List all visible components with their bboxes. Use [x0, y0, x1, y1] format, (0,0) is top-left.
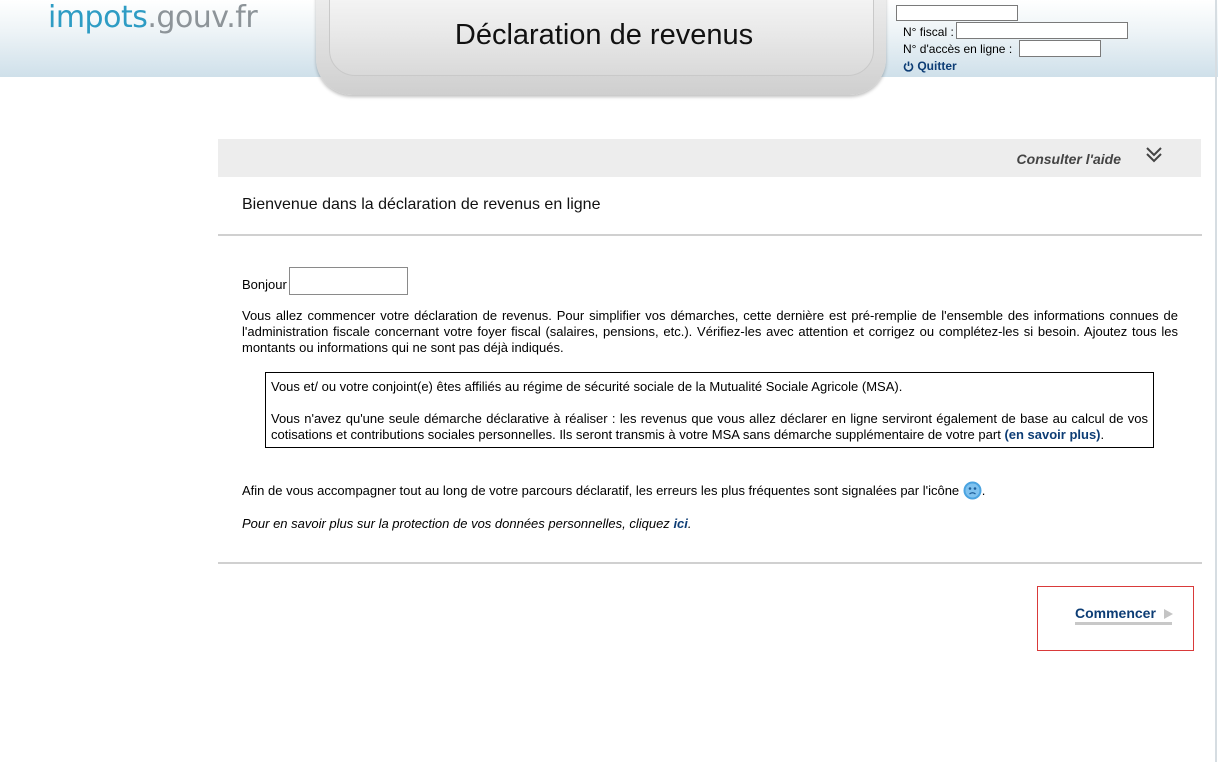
page-edge-divider [1215, 0, 1217, 762]
msa-notice-line1: Vous et/ ou votre conjoint(e) êtes affiliés au régime de sécurité sociale de la Mutualité Sociale Agricole (MSA). [271, 379, 903, 394]
help-link[interactable]: Consulter l'aide [1016, 151, 1121, 167]
privacy-period: . [687, 516, 692, 531]
msa-notice-box [265, 372, 1154, 448]
play-arrow-icon[interactable] [1164, 609, 1173, 619]
taxpayer-name-field [289, 267, 408, 295]
fiscal-number-input[interactable] [956, 22, 1128, 39]
privacy-info [242, 516, 692, 531]
errors-info [242, 481, 985, 500]
access-number-input[interactable] [1019, 40, 1101, 57]
quit-label: Quitter [917, 59, 957, 73]
greeting-label: Bonjour [242, 277, 287, 292]
msa-learn-more-link[interactable]: (en savoir plus) [1004, 427, 1101, 442]
error-hint-icon [963, 481, 982, 500]
start-button-underline [1075, 622, 1172, 625]
logo-text-impots: impots [48, 0, 148, 35]
privacy-text: Pour en savoir plus sur la protection de vos données personnelles, cliquez [242, 516, 670, 531]
start-button[interactable]: Commencer [1075, 605, 1156, 621]
page-title: Déclaration de revenus [454, 19, 754, 51]
power-icon [903, 61, 914, 72]
errors-info-period: . [981, 483, 986, 498]
privacy-link[interactable]: ici [673, 516, 688, 531]
logo-text-gouv: .gouv.fr [147, 0, 258, 35]
errors-info-text: Afin de vous accompagner tout au long de votre parcours déclaratif, les erreurs les plus fréquentes sont signalées par l'icône [242, 483, 960, 498]
access-number-label: N° d'accès en ligne : [903, 42, 1013, 56]
msa-notice-text: Vous n'avez qu'une seule démarche déclarative à réaliser : les revenus que vous allez déclarer en ligne serviront également de base au calcul de vos cotisations et contributions sociales personnelles. Ils seront transmis à votre MSA sans démarche supplémentaire de votre part [271, 411, 1148, 442]
site-logo[interactable] [48, 0, 257, 36]
quit-button[interactable] [903, 59, 957, 73]
section-divider-top [218, 234, 1202, 236]
top-empty-input[interactable] [896, 5, 1018, 21]
msa-notice-line2 [271, 411, 1148, 443]
help-bar [218, 139, 1201, 177]
msa-notice-period: . [1100, 427, 1105, 442]
double-chevron-down-icon[interactable] [1145, 146, 1163, 164]
intro-paragraph: Vous allez commencer votre déclaration de revenus. Pour simplifier vos démarches, cette dernière est pré-remplie de l'ensemble des informations connues de l'administration fiscale concernant votre foyer fiscal (salaires, pensions, etc.). Vérifiez-les avec attention et corrigez ou complétez-les si besoin. Ajoutez tous les montants ou informations qui ne sont pas déjà indiqués. [242, 308, 1178, 355]
fiscal-number-label: N° fiscal : [903, 25, 954, 39]
section-divider-bottom [218, 562, 1202, 564]
welcome-heading: Bienvenue dans la déclaration de revenus en ligne [242, 196, 601, 213]
